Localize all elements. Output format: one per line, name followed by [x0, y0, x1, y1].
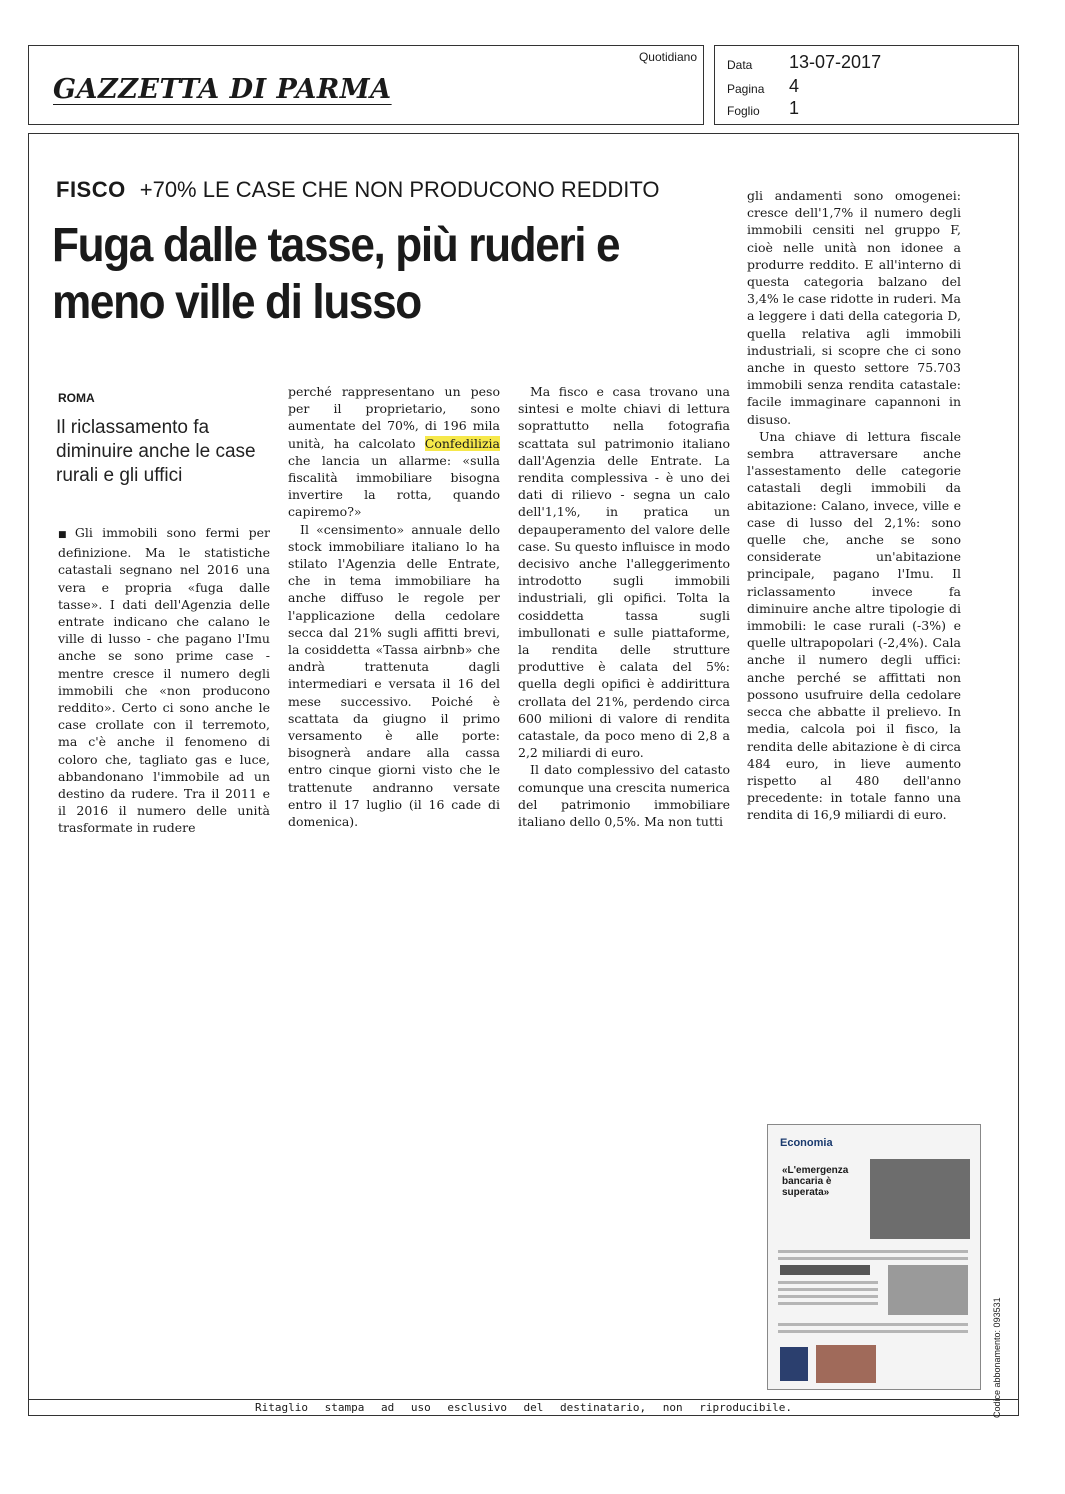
- date-label: Data: [727, 58, 753, 72]
- subscription-code: Codice abbonamento: 093531: [992, 1297, 1002, 1418]
- col3-text-b: Il dato complessivo del catasto comunque una crescita numerica del patrimonio immobiliare italiano dello 0,5%. Ma non tutti: [518, 762, 730, 830]
- thumbnail-text-line: [778, 1281, 878, 1284]
- thumbnail-ad: [780, 1347, 808, 1381]
- column-1: [58, 524, 270, 837]
- masthead-box: [28, 45, 704, 125]
- page-thumbnail: [767, 1124, 981, 1390]
- column-4: [747, 187, 961, 824]
- thumbnail-ad-photo: [816, 1345, 876, 1383]
- col2-text-b: che lancia un allarme: «sulla fiscalità immobiliare bisogna invertire la rotta, quando capiremo?»: [288, 452, 500, 520]
- col2-text-c: Il «censimento» annuale dello stock immobiliare italiano lo ha stilato l'Agenzia delle Entrate, che in tema immobiliare ha anche diffuso le regole per l'applicazione della cedolare secca dal 21% sugli affitti brevi, la cosiddetta «Tassa airbnb» che andrà trattenuta dagli intermediari e versata il 16 del mese successivo. Poiché è scattata da giugno il primo versamento è alle porte: bisognerà andare alla cassa entro cinque giorni visto che le trattenute andranno versate entro il 17 luglio (il 16 cade di domenica).: [288, 521, 500, 830]
- col3-text-a: Ma fisco e casa trovano una sintesi e molte chiavi di lettura soprattutto nella fotografia scattata sul patrimonio italiano dall'Agenzia delle Entrate. La rendita complessiva - è uno dei dati di rilievo - segna un calo dell'1,1%, in pratica un depauperamento del valore delle case. Su questo influisce in modo decisivo anche l'alleggerimento introdotto sugli immobili industriali, gli opifici. Tolta la cosiddetta tassa sugli imbullonati e sulle piattaforme, la rendita delle strutture produttive è calata del 5%: quella degli opifici è addirittura crollata del 21%, perdendo circa 600 milioni di valore di rendita catastale, da poco meno di 2,8 a 2,2 miliardi di euro.: [518, 384, 730, 761]
- location: ROMA: [58, 391, 95, 405]
- thumbnail-photo: [870, 1159, 970, 1239]
- column-2: [288, 383, 500, 830]
- highlight-confedilizia: Confedilizia: [424, 435, 500, 451]
- thumbnail-quote: «L'emergenza bancaria è superata»: [782, 1165, 849, 1198]
- frequency-label: Quotidiano: [638, 50, 697, 64]
- sheet-label: Foglio: [727, 104, 760, 118]
- col4-text-b: Una chiave di lettura fiscale sembra attraversare anche l'assestamento delle categorie catastali degli immobili da abitazione: Calano, invece, ville e case di lusso del 2,1%: sono quelle che, anche se sono considerate un'abitazione principale, pagano l'Imu. Il riclassamento invece fa diminuire anche altre tipologie di immobili: le case rurali (-3%) e quelle ultrapopolari (-2,4%). Cala anche il numero degli uffici: anche perché se affittati non possono usufruire della cedolare secca che abbatte il prelievo. In media, calcola poi il fisco, la rendita delle abitazione è di circa 484 euro, in lieve aumento rispetto al 480 dell'anno precedente: in totale fanno una rendita di 16,9 miliardi di euro.: [747, 428, 961, 823]
- col1-text: Gli immobili sono fermi per definizione. Ma le statistiche catastali segnano nel 2016 una vera e propria «fuga dalle tasse». I dati dell'Agenzia delle entrate indicano che calano le ville di lusso - che pagano l'Imu anche se sono prime case - mentre cresce il numero degli immobili che «non producono reddito». Certo ci sono anche le case crollate con il terremoto, ma c'è anche il fenomeno di coloro che, tagliato gas e luce, abbandonano l'immobile ad un destino da rudere. Tra il 2011 e il 2016 il numero delle unità trasformate in rudere: [58, 525, 270, 836]
- thumbnail-text-line: [778, 1257, 968, 1260]
- page-label: Pagina: [727, 82, 765, 96]
- rubric: FISCO: [56, 177, 126, 202]
- thumbnail-text-line: [778, 1302, 878, 1305]
- thumbnail-text-line: [778, 1295, 878, 1298]
- meta-box: [714, 45, 1019, 125]
- thumbnail-headline: [780, 1265, 870, 1275]
- thumbnail-photo-2: [888, 1265, 968, 1315]
- date-value: 13-07-2017: [789, 52, 882, 72]
- col2-text-a: perché rappresentano un peso per il proprietario, sono aumentate del 70%, di 196 mila unità, ha calcolato: [288, 384, 500, 451]
- page-value: 4: [789, 76, 800, 96]
- footer-notice: Ritaglio stampa ad uso esclusivo del destinatario, non riproducibile.: [28, 1399, 1019, 1416]
- headline: Fuga dalle tasse, più ruderi e meno ville di lusso: [52, 219, 620, 329]
- sheet-value: 1: [789, 98, 800, 118]
- kicker: [56, 177, 660, 203]
- col4-text-a: gli andamenti sono omogenei: cresce dell'1,7% il numero degli immobili censiti nel gruppo F, cioè nelle unità non idonee a produrre reddito. E all'interno di questa categoria balzano del 3,4% le case ridotte in ruderi. Ma a leggere i dati della categoria D, quella relativa agli immobili industriali, si scopre che ci sono anche in questo settore 75.703 immobili senza rendita catastale: facile immaginare capannoni in disuso.: [747, 188, 961, 427]
- thumbnail-text-line: [778, 1288, 878, 1291]
- kicker-text: +70% LE CASE CHE NON PRODUCONO REDDITO: [139, 177, 660, 202]
- bullet-icon: ■: [58, 530, 72, 540]
- thumbnail-text-line: [778, 1250, 968, 1253]
- thumbnail-text-line: [778, 1323, 968, 1326]
- thumbnail-section: Economia: [780, 1137, 833, 1149]
- masthead: GAZZETTA DI PARMA: [53, 74, 392, 105]
- thumbnail-text-line: [778, 1330, 968, 1333]
- summary: Il riclassamento fa diminuire anche le case rurali e gli uffici: [56, 417, 256, 486]
- column-3: [518, 383, 730, 830]
